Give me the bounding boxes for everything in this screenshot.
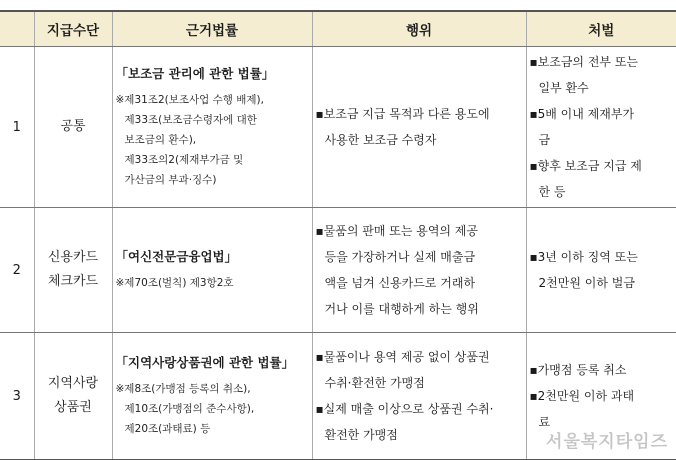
act-line: 액을 넘겨 신용카드로 거래하 xyxy=(324,276,476,290)
payment-means xyxy=(34,208,112,333)
law-line: 가산금의 부과·징수) xyxy=(124,174,217,186)
penalty-line: 료 xyxy=(538,415,551,429)
violation-act xyxy=(312,333,526,460)
header-means: 지급수단 xyxy=(34,11,112,47)
header-row xyxy=(0,11,676,47)
payment-means xyxy=(34,333,112,460)
law-line: ※제31조2(보조사업 수행 배제), xyxy=(115,94,264,106)
means-line: 체크카드 xyxy=(47,274,99,289)
row-number: 2 xyxy=(0,208,34,333)
act-line: 환전한 가맹점 xyxy=(324,428,398,442)
law-line: ※제70조(벌칙) 제3항2호 xyxy=(115,277,234,289)
act-line: ▪물품의 판매 또는 용역의 제공 xyxy=(315,224,478,238)
penalty-line: 일부 환수 xyxy=(538,81,589,95)
watermark-logo: 서울복지타임즈 xyxy=(546,432,668,452)
act-line: 사용한 보조금 수령자 xyxy=(324,133,437,147)
header-act: 행위 xyxy=(312,11,526,47)
law-articles xyxy=(116,90,308,190)
penalty xyxy=(526,47,676,208)
law-line: 제33조(보조금수령자에 대한 xyxy=(124,114,257,126)
payment-means xyxy=(34,47,112,208)
law-line: 보조금의 환수), xyxy=(124,134,197,146)
penalty-line: ▪3년 이하 징역 또는 xyxy=(529,250,638,264)
means-line: 공통 xyxy=(60,119,86,134)
act-line: 거나 이를 대행하게 하는 행위 xyxy=(324,302,479,316)
law-title: 「보조금 관리에 관한 법률」 xyxy=(115,66,275,81)
row-number: 1 xyxy=(0,47,34,208)
law-line: 제10조(가맹점의 준수사항), xyxy=(124,403,255,415)
violation-act xyxy=(312,47,526,208)
penalty-line: 금 xyxy=(538,133,551,147)
penalty-line: ▪5배 이내 제재부가 xyxy=(529,107,635,121)
law-line: 제33조의2(제재부가금 및 xyxy=(124,154,244,166)
penalty-line: ▪가맹점 등록 취소 xyxy=(529,363,627,377)
means-line: 상품권 xyxy=(54,400,92,415)
law-articles xyxy=(116,273,308,293)
act-line: ▪실제 매출 이상으로 상품권 수취· xyxy=(315,402,494,416)
law-title: 「여신전문금융업법」 xyxy=(115,249,238,264)
penalty xyxy=(526,208,676,333)
table-row xyxy=(0,208,676,333)
means-line: 지역사랑 xyxy=(47,376,99,391)
means-line: 신용카드 xyxy=(47,250,99,265)
penalty-line: ▪보조금의 전부 또는 xyxy=(529,55,638,69)
header-penalty: 처벌 xyxy=(526,11,676,47)
law-line: 제20조(과태료) 등 xyxy=(124,423,211,435)
penalty-line: ▪향후 보조금 지급 제 xyxy=(529,159,642,173)
act-line: ▪보조금 지급 목적과 다른 용도에 xyxy=(315,107,490,121)
law-line: ※제8조(가맹점 등록의 취소), xyxy=(115,383,251,395)
table-row xyxy=(0,47,676,208)
penalty-line: 한 등 xyxy=(538,185,566,199)
row-number: 3 xyxy=(0,333,34,460)
legal-basis xyxy=(112,208,312,333)
penalty-line: 2천만원 이하 벌금 xyxy=(538,276,635,290)
act-line: 수취·환전한 가맹점 xyxy=(324,376,425,390)
penalty-table xyxy=(0,10,676,460)
act-line: ▪물품이나 용역 제공 없이 상품권 xyxy=(315,350,490,364)
violation-act xyxy=(312,208,526,333)
law-articles xyxy=(116,379,308,439)
header-num xyxy=(0,11,34,47)
legal-basis xyxy=(112,47,312,208)
header-law: 근거법률 xyxy=(112,11,312,47)
law-title: 「지역사랑상품권에 관한 법률」 xyxy=(115,355,295,370)
act-line: 등을 가장하거나 실제 매출금 xyxy=(324,250,476,264)
legal-basis xyxy=(112,333,312,460)
penalty-line: ▪2천만원 이하 과태 xyxy=(529,389,635,403)
